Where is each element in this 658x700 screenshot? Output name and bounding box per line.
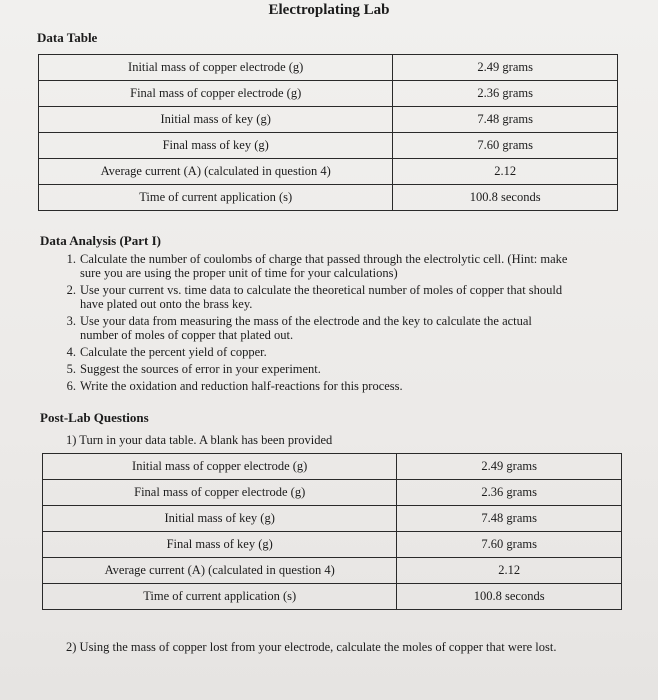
row-value: 2.36 grams: [397, 480, 622, 506]
data-table-label: Data Table: [37, 30, 98, 45]
item-text-line: Use your current vs. time data to calculate the theoretical number of moles of copper that should: [80, 283, 563, 297]
row-value: 100.8 seconds: [393, 185, 618, 211]
row-label: Final mass of copper electrode (g): [43, 480, 397, 506]
analysis-heading: Data Analysis (Part I): [40, 233, 161, 248]
table-row: [39, 81, 618, 107]
item-text-line: Calculate the number of coulombs of charge that passed through the electrolytic cell. (Hint: make: [80, 252, 568, 266]
item-number: 5.: [66, 362, 76, 376]
item-text-line: Use your data from measuring the mass of the electrode and the key to calculate the actual: [80, 314, 532, 328]
analysis-question-list: [58, 252, 618, 396]
table-row: [43, 454, 622, 480]
row-value: 2.12: [397, 558, 622, 584]
row-label: Time of current application (s): [43, 584, 397, 610]
row-label: Final mass of key (g): [39, 133, 393, 159]
list-item: [58, 314, 618, 342]
row-value: 7.60 grams: [393, 133, 618, 159]
row-value: 2.12: [393, 159, 618, 185]
item-number: 1.: [66, 252, 76, 266]
table-row: [39, 107, 618, 133]
row-label: Initial mass of copper electrode (g): [39, 55, 393, 81]
list-item: [58, 362, 618, 376]
row-value: 7.48 grams: [393, 107, 618, 133]
row-label: Initial mass of key (g): [43, 506, 397, 532]
row-value: 2.49 grams: [393, 55, 618, 81]
item-text-line: Write the oxidation and reduction half-reactions for this process.: [80, 379, 403, 393]
row-value: 100.8 seconds: [397, 584, 622, 610]
item-number: 4.: [66, 345, 76, 359]
list-item: [58, 283, 618, 311]
item-number: 2.: [66, 283, 76, 297]
row-value: 2.36 grams: [393, 81, 618, 107]
list-item: [58, 379, 618, 393]
row-value: 7.48 grams: [397, 506, 622, 532]
table-row: [39, 185, 618, 211]
data-table: [38, 54, 618, 211]
row-value: 2.49 grams: [397, 454, 622, 480]
post-lab-heading: Post-Lab Questions: [40, 410, 149, 425]
item-text-line: number of moles of copper that plated out.: [80, 328, 294, 342]
data-table-body: [39, 55, 618, 211]
row-label: Initial mass of copper electrode (g): [43, 454, 397, 480]
item-text-line: have plated out onto the brass key.: [80, 297, 253, 311]
table-row: [39, 55, 618, 81]
row-label: Time of current application (s): [39, 185, 393, 211]
item-text-line: Suggest the sources of error in your experiment.: [80, 362, 321, 376]
item-text-line: Calculate the percent yield of copper.: [80, 345, 267, 359]
table-row: [43, 506, 622, 532]
post-lab-question-2: 2) Using the mass of copper lost from your electrode, calculate the moles of copper that were lost.: [66, 640, 557, 654]
table-row: [43, 558, 622, 584]
row-label: Final mass of copper electrode (g): [39, 81, 393, 107]
row-label: Average current (A) (calculated in question 4): [43, 558, 397, 584]
list-item: [58, 252, 618, 280]
blank-data-table-body: [43, 454, 622, 610]
table-row: [43, 532, 622, 558]
item-number: 3.: [66, 314, 76, 328]
row-label: Average current (A) (calculated in question 4): [39, 159, 393, 185]
blank-data-table: [42, 453, 622, 610]
page-title: Electroplating Lab: [268, 2, 390, 18]
row-value: 7.60 grams: [397, 532, 622, 558]
table-row: [43, 584, 622, 610]
list-item: [58, 345, 618, 359]
table-row: [39, 159, 618, 185]
table-row: [39, 133, 618, 159]
row-label: Initial mass of key (g): [39, 107, 393, 133]
table-row: [43, 480, 622, 506]
post-lab-question-1: 1) Turn in your data table. A blank has been provided: [66, 433, 333, 447]
item-text-line: sure you are using the proper unit of time for your calculations): [80, 266, 398, 280]
item-number: 6.: [66, 379, 76, 393]
row-label: Final mass of key (g): [43, 532, 397, 558]
